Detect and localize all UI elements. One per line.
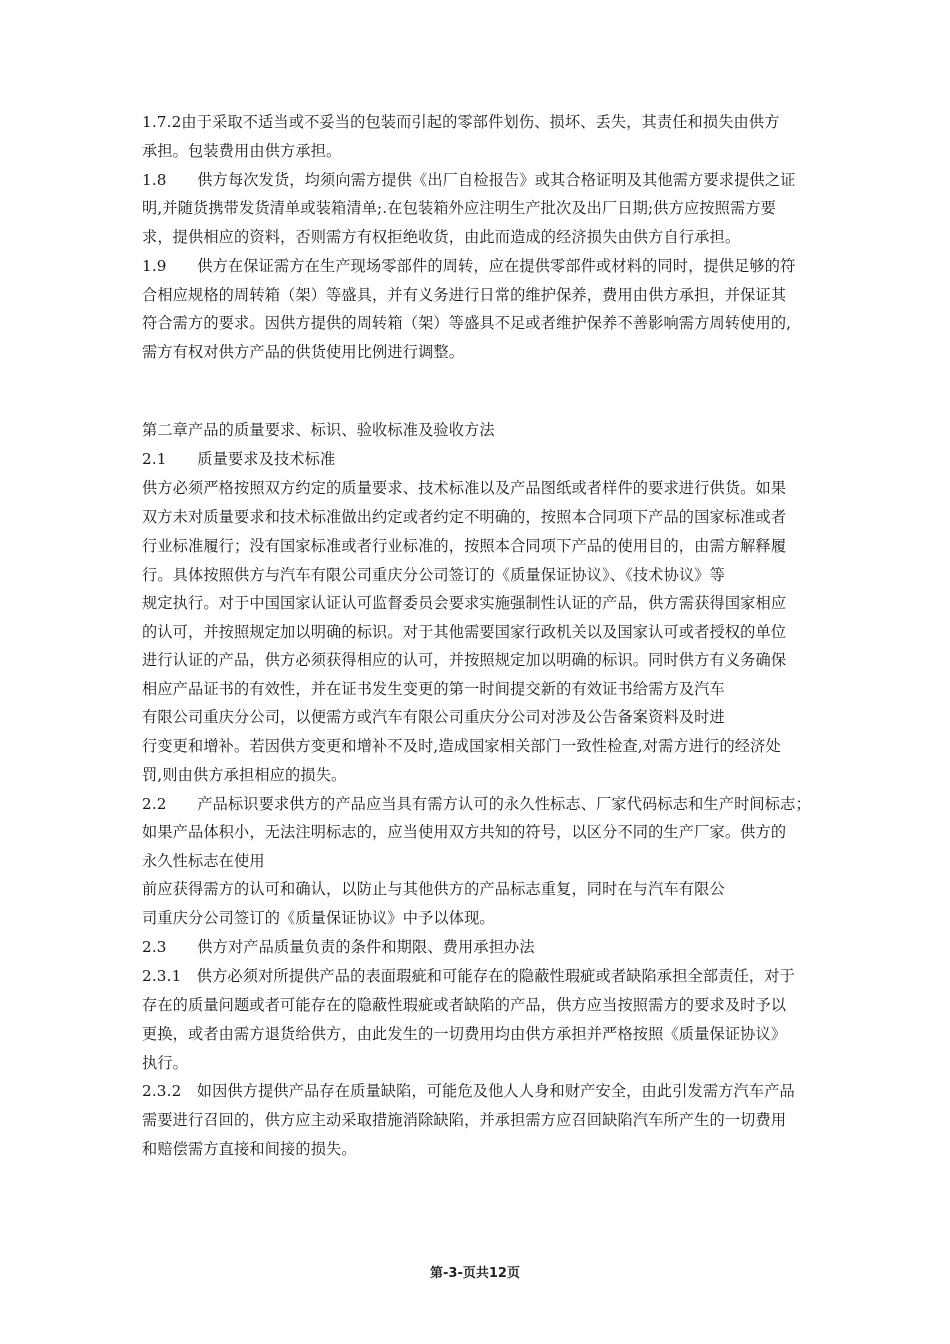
section-2-1-line: 行。具体按照供方与汽车有限公司重庆分公司签订的《质量保证协议》、《技术协议》等 <box>142 566 725 584</box>
clause-1-8-line: 求，提供相应的资料，否则需方有权拒绝收货，由此而造成的经济损失由供方自行承担。 <box>142 228 741 246</box>
clause-2-3-1-line: 2.3.1 供方必须对所提供产品的表面瑕疵和可能存在的隐蔽性瑕疵或者缺陷承担全部责任，对于 <box>142 967 795 985</box>
section-2-2-line: 永久性标志在使用 <box>142 852 265 870</box>
clause-1-7-2-line: 承担。包装费用由供方承担。 <box>142 142 342 160</box>
clause-1-8-line: 明,并随货携带发货清单或装箱清单;.在包装箱外应注明生产批次及出厂日期;供方应按照需方要 <box>142 199 776 217</box>
clause-2-3-1-line: 执行。 <box>142 1054 189 1072</box>
section-2-1-line: 双方未对质量要求和技术标准做出约定或者约定不明确的，按照本合同项下产品的国家标准或者 <box>142 508 787 526</box>
section-2-1-line: 相应产品证书的有效性，并在证书发生变更的第一时间提交新的有效证书给需方及汽车 <box>142 680 725 698</box>
section-2-1-line: 罚,则由供方承担相应的损失。 <box>142 766 347 784</box>
section-2-2-line: 如果产品体积小，无法注明标志的，应当使用双方共知的符号，以区分不同的生产厂家。供方的 <box>142 823 787 841</box>
clause-2-3-1-line: 存在的质量问题或者可能存在的隐蔽性瑕疵或者缺陷的产品，供方应当按照需方的要求及时予以 <box>142 996 787 1014</box>
section-2-1-line: 行业标准履行；没有国家标准或者行业标准的，按照本合同项下产品的使用目的，由需方解释履 <box>142 537 787 555</box>
clause-2-3-2-line: 和赔偿需方直接和间接的损失。 <box>142 1140 357 1158</box>
clause-1-9-line: 1.9 供方在保证需方在生产现场零部件的周转，应在提供零部件或材料的同时，提供足够的符 <box>142 257 796 275</box>
section-2-1-heading: 2.1 质量要求及技术标准 <box>142 450 336 468</box>
clause-1-9-line: 合相应规格的周转箱（架）等盛具，并有义务进行日常的维护保养，费用由供方承担，并保证其 <box>142 286 787 304</box>
clause-1-7-2-line: 1.7.2由于采取不适当或不妥当的包装而引起的零部件划伤、损坏、丢失，其责任和损失由供方 <box>142 113 780 131</box>
section-2-1-line: 的认可，并按照规定加以明确的标识。对于其他需要国家行政机关以及国家认可或者授权的单位 <box>142 623 787 641</box>
clause-2-3-2-line: 2.3.2 如因供方提供产品存在质量缺陷，可能危及他人人身和财产安全，由此引发需方汽车产品 <box>142 1082 795 1100</box>
section-2-1-line: 规定执行。对于中国国家认证认可监督委员会要求实施强制性认证的产品，供方需获得国家相应 <box>142 594 787 612</box>
section-2-2-line: 前应获得需方的认可和确认，以防止与其他供方的产品标志重复，同时在与汽车有限公 <box>142 880 725 898</box>
clause-1-9-line: 符合需方的要求。因供方提供的周转箱（架）等盛具不足或者维护保养不善影响需方周转使用的, <box>142 314 792 332</box>
section-2-2-line: 2.2 产品标识要求供方的产品应当具有需方认可的永久性标志、厂家代码标志和生产时间标志； <box>142 795 811 813</box>
clause-2-3-2-line: 需要进行召回的，供方应主动采取措施消除缺陷，并承担需方应召回缺陷汽车所产生的一切费用 <box>142 1111 787 1129</box>
section-2-1-line: 有限公司重庆分公司，以便需方或汽车有限公司重庆分公司对涉及公告备案资料及时进 <box>142 708 725 726</box>
section-2-3-heading: 2.3 供方对产品质量负责的条件和期限、费用承担办法 <box>142 938 535 956</box>
clause-1-8-line: 1.8 供方每次发货，均须向需方提供《出厂自检报告》或其合格证明及其他需方要求提供之证 <box>142 171 796 189</box>
section-2-1-line: 供方必须严格按照双方约定的质量要求、技术标准以及产品图纸或者样件的要求进行供货。如果 <box>142 479 787 497</box>
section-2-2-line: 司重庆分公司签订的《质量保证协议》中予以体现。 <box>142 909 495 927</box>
section-2-1-line: 进行认证的产品，供方必须获得相应的认可，并按照规定加以明确的标识。同时供方有义务确保 <box>142 651 787 669</box>
clause-2-3-1-line: 更换，或者由需方退货给供方，由此发生的一切费用均由供方承担并严格按照《质量保证协议》 <box>142 1025 787 1043</box>
page-footer: 第-3-页共12页 <box>430 1266 520 1281</box>
clause-1-9-line: 需方有权对供方产品的供货使用比例进行调整。 <box>142 343 465 361</box>
section-2-1-line: 行变更和增补。若因供方变更和增补不及时,造成国家相关部门一致性检查,对需方进行的经济处 <box>142 737 781 755</box>
chapter-2-heading: 第二章产品的质量要求、标识、验收标准及验收方法 <box>142 421 495 439</box>
